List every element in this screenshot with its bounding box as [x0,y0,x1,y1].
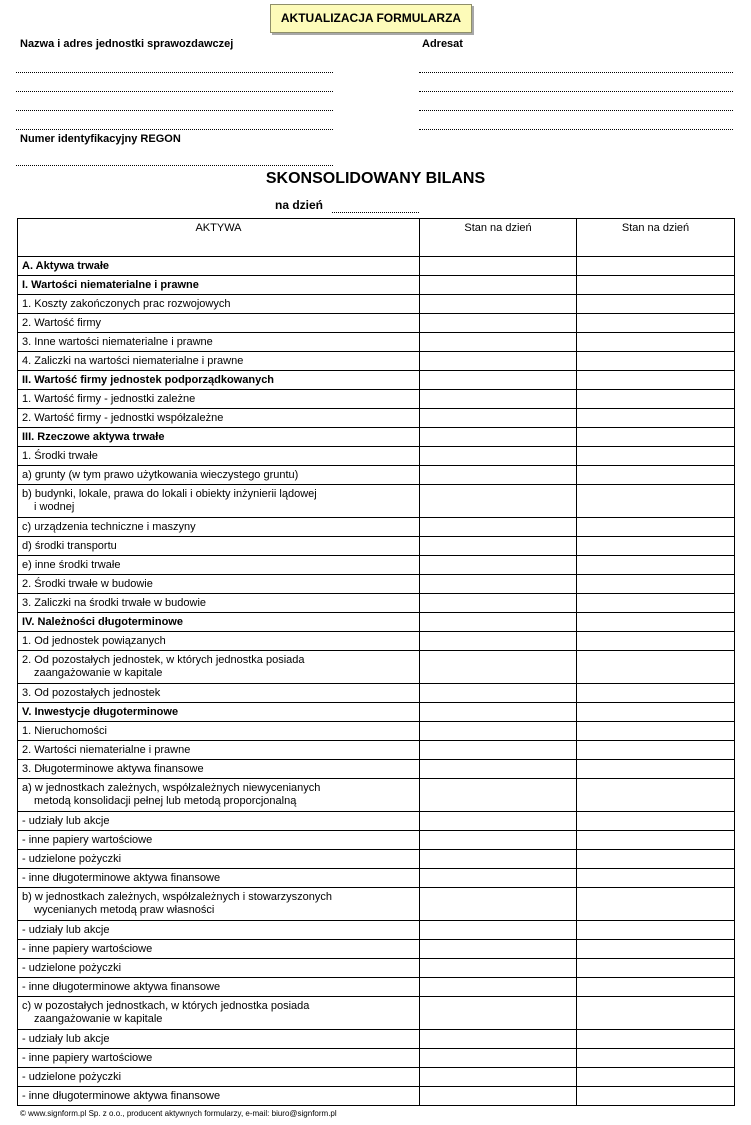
value-cell-date-1[interactable] [420,518,577,537]
value-cell-date-2[interactable] [577,921,735,940]
value-cell-date-2[interactable] [577,869,735,888]
value-cell-date-2[interactable] [577,447,735,466]
row-label-text: V. Inwestycje długoterminowe [22,705,179,718]
value-cell-date-1[interactable] [420,1087,577,1106]
table-row [18,333,735,352]
table-row [18,940,735,959]
table-row [18,684,735,703]
row-label [18,760,420,779]
value-cell-date-2[interactable] [577,1087,735,1106]
value-cell-date-2[interactable] [577,613,735,632]
row-label-text: 3. Zaliczki na środki trwałe w budowie [22,596,207,609]
value-cell-date-2[interactable] [577,850,735,869]
row-label [18,371,420,390]
value-cell-date-1[interactable] [420,390,577,409]
table-row [18,779,735,812]
row-label-text: b) budynki, lokale, prawa do lokali i obiekty inżynierii lądowej [22,488,317,500]
row-label [18,352,420,371]
value-cell-date-2[interactable] [577,1068,735,1087]
addressee-line-1[interactable] [419,72,733,73]
table-row [18,352,735,371]
table-row [18,257,735,276]
table-row [18,978,735,997]
row-label [18,594,420,613]
table-row [18,1030,735,1049]
row-label [18,518,420,537]
row-label [18,779,420,812]
row-label [18,651,420,684]
entity-name-label: Nazwa i adres jednostki sprawozdawczej [20,38,234,50]
regon-label: Numer identyfikacyjny REGON [20,133,181,145]
table-row [18,1049,735,1068]
table-row [18,703,735,722]
row-label [18,276,420,295]
table-row [18,921,735,940]
row-label-text-continued: i wodnej [34,501,75,513]
table-row [18,518,735,537]
column-header-date-1: Stan na dzień [420,219,577,257]
row-label-text: - udziały lub akcje [22,1032,110,1045]
addressee-label: Adresat [422,38,463,50]
row-label [18,921,420,940]
row-label-text: - inne papiery wartościowe [22,833,153,846]
value-cell-date-1[interactable] [420,333,577,352]
row-label [18,485,420,518]
entity-line-4[interactable] [16,129,333,130]
value-cell-date-2[interactable] [577,409,735,428]
value-cell-date-1[interactable] [420,831,577,850]
value-cell-date-2[interactable] [577,997,735,1030]
row-label [18,812,420,831]
table-row [18,428,735,447]
as-of-label: na dzień [275,198,324,212]
balance-sheet-table [17,218,735,1106]
row-label-text: 1. Wartość firmy - jednostki zależne [22,392,196,405]
row-label-text: a) grunty (w tym prawo użytkowania wieczystego gruntu) [22,468,299,481]
row-label-text: 1. Od jednostek powiązanych [22,634,166,647]
table-row [18,390,735,409]
value-cell-date-2[interactable] [577,390,735,409]
value-cell-date-2[interactable] [577,518,735,537]
row-label-text: - udzielone pożyczki [22,852,122,865]
row-label [18,257,420,276]
row-label [18,1068,420,1087]
value-cell-date-1[interactable] [420,314,577,333]
row-label [18,1087,420,1106]
table-row [18,314,735,333]
value-cell-date-1[interactable] [420,722,577,741]
addressee-line-4[interactable] [419,129,733,130]
row-label [18,295,420,314]
row-label [18,741,420,760]
value-cell-date-2[interactable] [577,575,735,594]
value-cell-date-2[interactable] [577,295,735,314]
value-cell-date-1[interactable] [420,779,577,812]
table-row [18,1087,735,1106]
row-label-text-continued: metodą konsolidacji pełnej lub metodą proporcjonalną [34,795,297,807]
value-cell-date-1[interactable] [420,295,577,314]
row-label [18,703,420,722]
value-cell-date-2[interactable] [577,371,735,390]
row-label-text: 1. Nieruchomości [22,724,107,737]
row-label-text: II. Wartość firmy jednostek podporządkowanych [22,373,275,386]
row-label-text: - udzielone pożyczki [22,1070,122,1083]
row-label [18,888,420,921]
row-label-text: - udziały lub akcje [22,923,110,936]
row-label-text: - inne długoterminowe aktywa finansowe [22,980,221,993]
value-cell-date-2[interactable] [577,257,735,276]
value-cell-date-1[interactable] [420,371,577,390]
value-cell-date-1[interactable] [420,409,577,428]
row-label [18,537,420,556]
addressee-line-2[interactable] [419,91,733,92]
table-row [18,831,735,850]
value-cell-date-2[interactable] [577,314,735,333]
value-cell-date-2[interactable] [577,703,735,722]
row-label [18,575,420,594]
row-label-text: e) inne środki trwałe [22,558,121,571]
row-label [18,959,420,978]
row-label-text: - udziały lub akcje [22,814,110,827]
table-row [18,812,735,831]
row-label-text: 1. Środki trwałe [22,449,98,462]
value-cell-date-1[interactable] [420,352,577,371]
value-cell-date-1[interactable] [420,594,577,613]
table-row [18,594,735,613]
value-cell-date-2[interactable] [577,812,735,831]
table-row [18,869,735,888]
table-row [18,371,735,390]
value-cell-date-2[interactable] [577,760,735,779]
row-label [18,978,420,997]
value-cell-date-2[interactable] [577,684,735,703]
value-cell-date-2[interactable] [577,276,735,295]
update-form-button[interactable]: AKTUALIZACJA FORMULARZA [270,4,472,33]
table-row [18,997,735,1030]
row-label [18,850,420,869]
value-cell-date-1[interactable] [420,959,577,978]
value-cell-date-2[interactable] [577,1030,735,1049]
row-label-text: A. Aktywa trwałe [22,259,110,272]
table-row [18,485,735,518]
entity-line-2[interactable] [16,91,333,92]
row-label [18,447,420,466]
row-label [18,409,420,428]
value-cell-date-2[interactable] [577,632,735,651]
table-row [18,295,735,314]
table-row [18,537,735,556]
row-label-text-continued: zaangażowanie w kapitale [34,667,163,679]
row-label-text: 3. Inne wartości niematerialne i prawne [22,335,213,348]
value-cell-date-1[interactable] [420,997,577,1030]
value-cell-date-1[interactable] [420,651,577,684]
row-label-text: c) urządzenia techniczne i maszyny [22,520,196,533]
value-cell-date-2[interactable] [577,333,735,352]
row-label [18,613,420,632]
row-label [18,556,420,575]
footer-note: © www.signform.pl Sp. z o.o., producent aktywnych formularzy, e-mail: biuro@signform.pl [20,1109,337,1118]
value-cell-date-1[interactable] [420,921,577,940]
row-label [18,428,420,447]
as-of-date-field[interactable] [332,212,419,213]
value-cell-date-2[interactable] [577,959,735,978]
table-row [18,959,735,978]
value-cell-date-2[interactable] [577,651,735,684]
value-cell-date-1[interactable] [420,276,577,295]
value-cell-date-1[interactable] [420,485,577,518]
table-row [18,741,735,760]
row-label [18,333,420,352]
value-cell-date-1[interactable] [420,1030,577,1049]
column-header-assets: AKTYWA [18,219,420,257]
row-label [18,632,420,651]
page-title: SKONSOLIDOWANY BILANS [265,170,486,187]
table-row [18,276,735,295]
table-row [18,888,735,921]
value-cell-date-2[interactable] [577,940,735,959]
row-label-text-continued: zaangażowanie w kapitale [34,1013,163,1025]
entity-line-1[interactable] [16,72,333,73]
row-label-text: - inne długoterminowe aktywa finansowe [22,871,221,884]
value-cell-date-1[interactable] [420,632,577,651]
value-cell-date-1[interactable] [420,257,577,276]
value-cell-date-1[interactable] [420,1068,577,1087]
table-row [18,651,735,684]
row-label-text: 1. Koszty zakończonych prac rozwojowych [22,297,231,310]
table-row [18,556,735,575]
row-label-text: III. Rzeczowe aktywa trwałe [22,430,165,443]
row-label-text: 4. Zaliczki na wartości niematerialne i prawne [22,354,244,367]
value-cell-date-1[interactable] [420,869,577,888]
value-cell-date-1[interactable] [420,978,577,997]
addressee-line-3[interactable] [419,110,733,111]
table-row [18,722,735,741]
row-label-text: - inne papiery wartościowe [22,942,153,955]
table-row [18,1068,735,1087]
row-label [18,831,420,850]
value-cell-date-1[interactable] [420,703,577,722]
value-cell-date-2[interactable] [577,888,735,921]
table-row [18,613,735,632]
value-cell-date-1[interactable] [420,850,577,869]
row-label-text: d) środki transportu [22,539,117,552]
row-label-text: b) w jednostkach zależnych, współzależnych i stowarzyszonych [22,891,332,903]
value-cell-date-2[interactable] [577,722,735,741]
value-cell-date-2[interactable] [577,556,735,575]
table-row [18,575,735,594]
entity-line-3[interactable] [16,110,333,111]
value-cell-date-2[interactable] [577,466,735,485]
row-label-text: - inne papiery wartościowe [22,1051,153,1064]
value-cell-date-1[interactable] [420,466,577,485]
value-cell-date-1[interactable] [420,812,577,831]
value-cell-date-1[interactable] [420,575,577,594]
table-row [18,760,735,779]
row-label-text: 3. Długoterminowe aktywa finansowe [22,762,204,775]
row-label [18,466,420,485]
table-row [18,850,735,869]
value-cell-date-2[interactable] [577,978,735,997]
value-cell-date-1[interactable] [420,428,577,447]
value-cell-date-1[interactable] [420,760,577,779]
row-label-text: IV. Należności długoterminowe [22,615,183,628]
value-cell-date-1[interactable] [420,741,577,760]
row-label [18,390,420,409]
value-cell-date-2[interactable] [577,594,735,613]
value-cell-date-1[interactable] [420,684,577,703]
row-label-text: c) w pozostałych jednostkach, w których jednostka posiada [22,1000,310,1012]
row-label-text: I. Wartości niematerialne i prawne [22,278,199,291]
table-row [18,409,735,428]
row-label-text: - udzielone pożyczki [22,961,122,974]
row-label-text: - inne długoterminowe aktywa finansowe [22,1089,221,1102]
row-label-text: a) w jednostkach zależnych, współzależnych niewycenianych [22,782,321,794]
regon-field[interactable] [16,165,333,166]
column-header-date-2: Stan na dzień [577,219,735,257]
value-cell-date-2[interactable] [577,428,735,447]
value-cell-date-2[interactable] [577,485,735,518]
row-label [18,940,420,959]
table-row [18,632,735,651]
row-label [18,997,420,1030]
table-row [18,447,735,466]
row-label [18,722,420,741]
value-cell-date-1[interactable] [420,613,577,632]
row-label-text-continued: wycenianych metodą praw własności [34,904,215,916]
row-label [18,684,420,703]
value-cell-date-2[interactable] [577,1049,735,1068]
value-cell-date-2[interactable] [577,831,735,850]
row-label-text: 2. Wartość firmy - jednostki współzależne [22,411,224,424]
row-label-text: 2. Wartość firmy [22,316,102,329]
value-cell-date-2[interactable] [577,537,735,556]
table-row [18,466,735,485]
value-cell-date-1[interactable] [420,1049,577,1068]
row-label [18,869,420,888]
row-label-text: 2. Środki trwałe w budowie [22,577,153,590]
row-label-text: 3. Od pozostałych jednostek [22,686,161,699]
row-label [18,314,420,333]
value-cell-date-2[interactable] [577,779,735,812]
value-cell-date-2[interactable] [577,352,735,371]
value-cell-date-1[interactable] [420,556,577,575]
row-label [18,1030,420,1049]
row-label-text: 2. Od pozostałych jednostek, w których jednostka posiada [22,654,305,666]
row-label-text: 2. Wartości niematerialne i prawne [22,743,191,756]
value-cell-date-1[interactable] [420,447,577,466]
row-label [18,1049,420,1068]
value-cell-date-1[interactable] [420,888,577,921]
value-cell-date-1[interactable] [420,537,577,556]
value-cell-date-2[interactable] [577,741,735,760]
value-cell-date-1[interactable] [420,940,577,959]
